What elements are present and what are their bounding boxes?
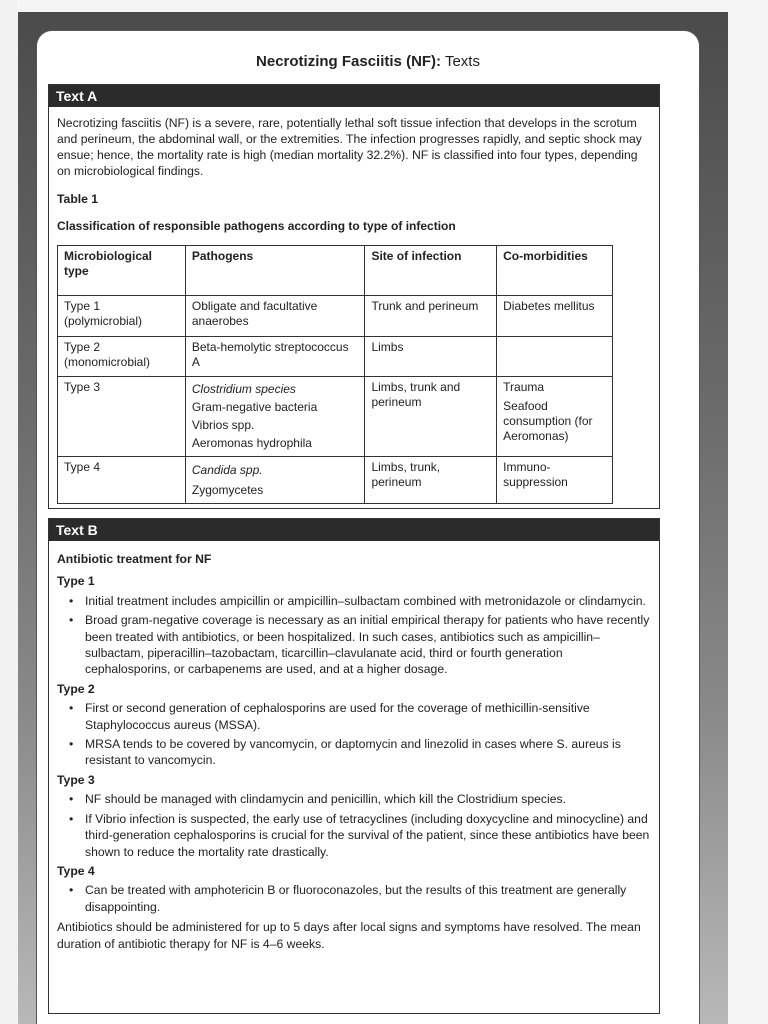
list-item: • Initial treatment includes ampicillin or ampicillin–sulbactam combined with metronidazole or clindamycin. [57,593,651,609]
row3-comorbidities [497,377,613,457]
type1-heading: Type 1 [57,574,95,589]
row3-comorbidity-2: Seafood consumption (for Aeromonas) [503,399,593,443]
pathogen-table [57,245,613,504]
table-row [58,296,613,337]
type3-heading: Type 3 [57,772,95,787]
col-header-site: Site of infection [365,246,497,296]
table-row [58,377,613,457]
type2-heading: Type 2 [57,681,95,696]
row1-comorbidities [497,296,613,337]
row3-pathogen-2: Gram-negative bacteria [191,400,318,414]
type1-list [57,593,651,678]
table-row [58,457,613,504]
page-title [37,53,699,70]
type4-list [57,882,651,915]
col-header-comorbidities: Co-morbidities [497,246,613,296]
text-a-header: Text A [49,85,659,107]
list-item: • If Vibrio infection is suspected, the early use of tetracyclines (including doxycycline and minocycline) and third-generation cephalosporins is crucial for the survival of the patient, since these antibiotics have been shown to reduce the mortality rate drastically. [57,811,651,860]
row1-pathogen-1: Obligate and facultative anaerobes [191,299,318,328]
page-title-bold: Necrotizing Fasciitis (NF): [256,53,442,70]
row4-pathogens [185,457,365,504]
row3-pathogen-3: Vibrios spp. [191,418,255,432]
text-a-section [48,84,660,509]
page-title-rest: Texts [441,53,480,70]
list-item: • First or second generation of cephalosporins are used for the coverage of methicillin-sensitive Staphylococcus aureus (MSSA). [57,700,651,733]
row2-site: Limbs [365,337,497,377]
scan-edge-right [728,0,768,1024]
text-a-intro: Necrotizing fasciitis (NF) is a severe, rare, potentially lethal soft tissue infection that develops in the scrotum and perineum, the abdominal wall, or the extremities. The infection progresses rapidly, and septic shock may ensue; hence, the mortality rate is high (median mortality 32.2%). NF is classified into four types, depending on microbiological findings. [57,116,642,178]
type2-list [57,700,651,769]
row2-type: Type 2 (monomicrobial) [58,337,186,377]
text-b-title: Antibiotic treatment for NF [57,552,212,566]
row3-pathogens [185,377,365,457]
text-b-section [48,518,660,1014]
list-item: • MRSA tends to be covered by vancomycin, or daptomycin and linezolid in cases where S. aureus is resistant to vancomycin. [57,736,651,769]
type3-list [57,791,651,860]
row2-pathogen-1: Beta-hemolytic streptococcus A [191,340,349,369]
row1-pathogens [185,296,365,337]
scan-edge-top [0,0,768,12]
table-label: Table 1 [57,192,99,206]
row1-comorbidity-1: Diabetes mellitus [503,299,595,313]
list-item: • Broad gram-negative coverage is necessary as an initial empirical therapy for patients who have recently been treated with antibiotics, or been hospitalized. In such cases, antibiotics such as ampicillin–sulbactam, piperacillin–tazobactam, ticarcillin–clavulanate acid, third or fourth generation cephalosporins, or carbapenems are used, and at a higher dosage. [57,612,651,678]
row3-pathogen-4: Aeromonas hydrophila [191,436,312,450]
list-item: • NF should be managed with clindamycin and penicillin, which kill the Clostridium species. [57,791,651,807]
table-header-row [58,246,613,296]
col-header-pathogens: Pathogens [185,246,365,296]
row2-comorbidities [497,337,613,377]
row4-pathogen-1: Candida spp. [191,463,263,477]
row4-type: Type 4 [58,457,186,504]
scan-edge-left [0,0,18,1024]
text-b-closing: Antibiotics should be administered for up to 5 days after local signs and symptoms have resolved. The mean duration of antibiotic therapy for NF is 4–6 weeks. [57,920,641,951]
text-b-header: Text B [49,519,659,541]
row3-type: Type 3 [58,377,186,457]
text-b-body [49,541,659,952]
table-row [58,337,613,377]
row3-site: Limbs, trunk and perineum [365,377,497,457]
type4-heading: Type 4 [57,863,95,878]
list-item: • Can be treated with amphotericin B or fluoroconazoles, but the results of this treatment are generally disappointing. [57,882,651,915]
row3-pathogen-1: Clostridium species [191,382,296,396]
row4-pathogen-2: Zygomycetes [191,483,264,497]
row4-comorbidities [497,457,613,504]
row1-site: Trunk and perineum [365,296,497,337]
table-caption: Classification of responsible pathogens according to type of infection [57,219,456,233]
col-header-type: Microbiological type [58,246,186,296]
row2-pathogens [185,337,365,377]
row4-site: Limbs, trunk, perineum [365,457,497,504]
row4-comorbidity-1: Immuno-suppression [503,460,568,489]
text-a-body [49,107,659,504]
row1-type: Type 1 (polymicrobial) [58,296,186,337]
row3-comorbidity-1: Trauma [503,380,545,394]
